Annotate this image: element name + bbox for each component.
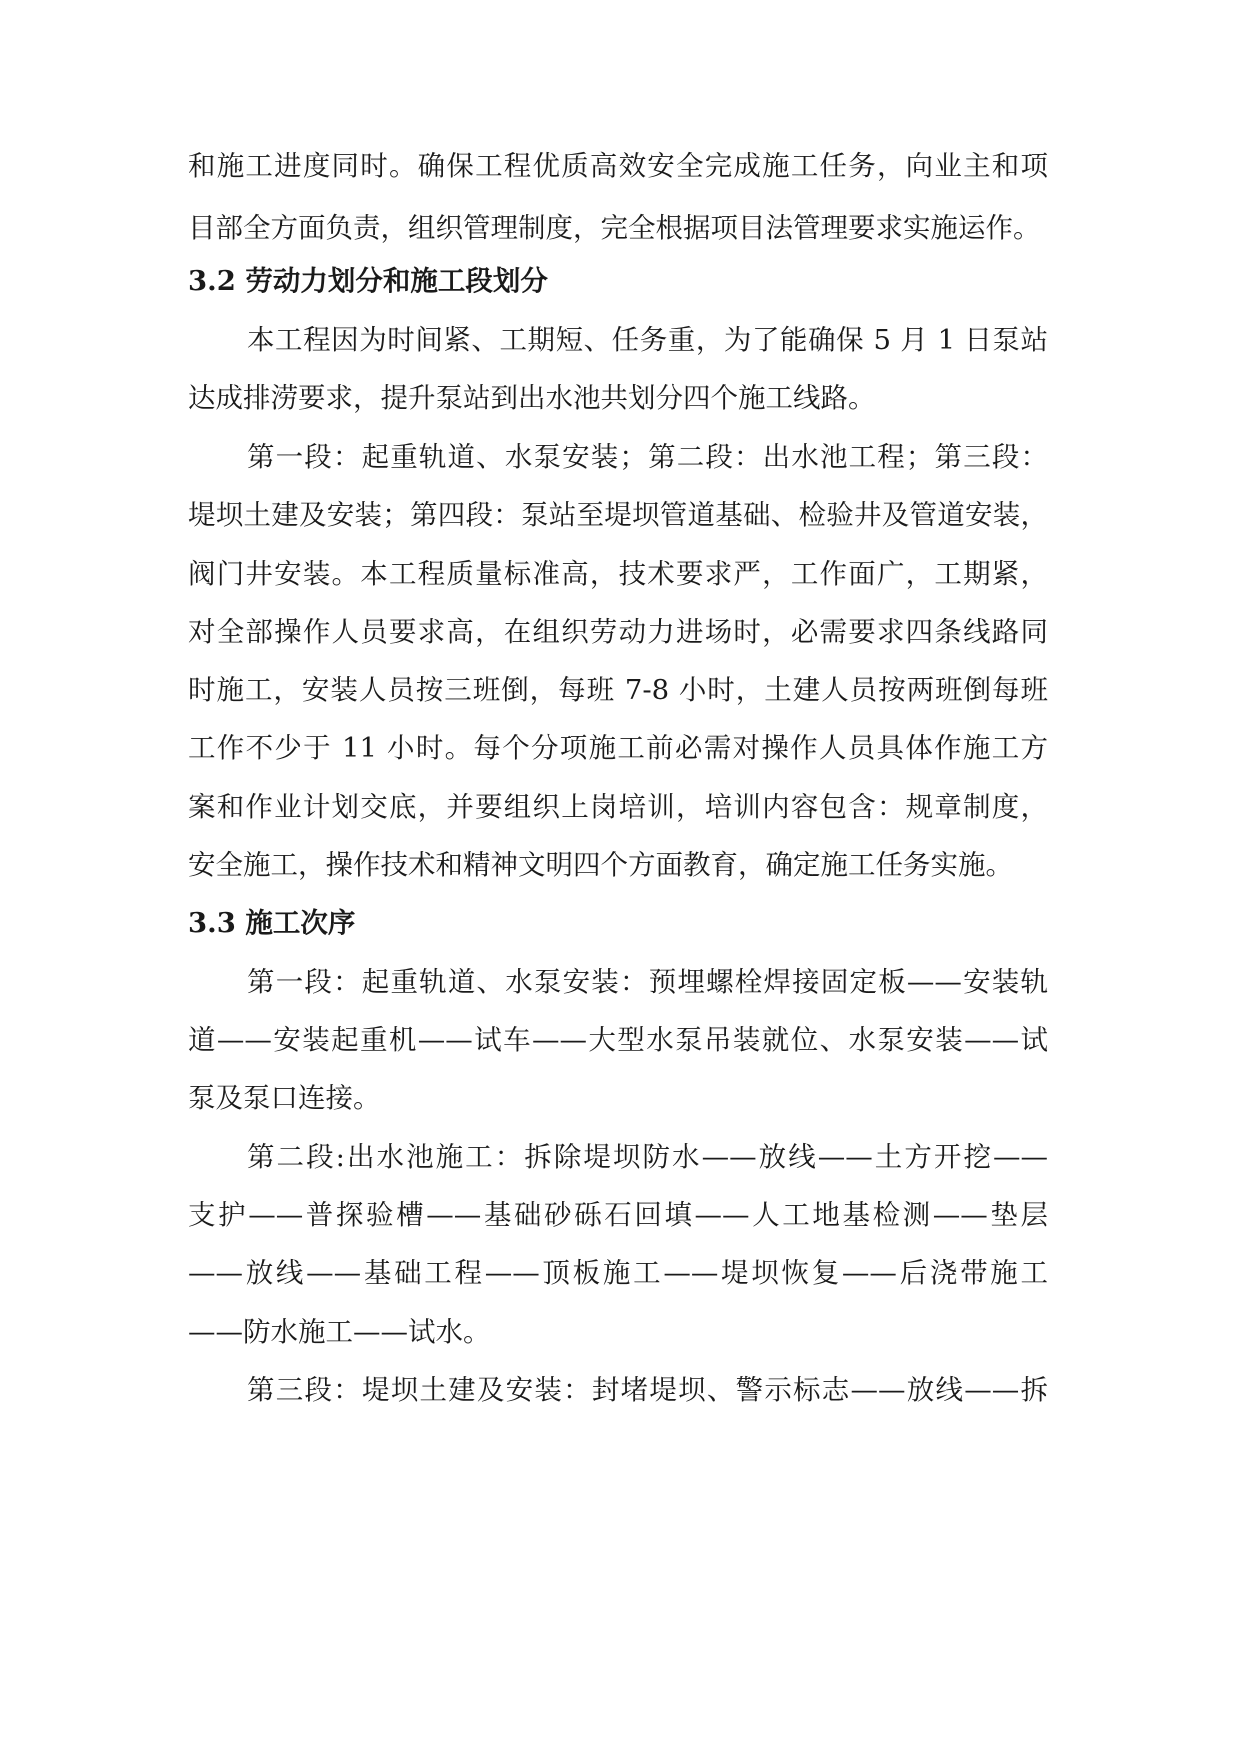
- paragraph-line: 泵及泵口连接。: [188, 1082, 381, 1114]
- paragraph-line: 道——安装起重机——试车——大型水泵吊装就位、水泵安装——试: [188, 1024, 1048, 1056]
- paragraph-line: 和施工进度同时。确保工程优质高效安全完成施工任务，向业主和项: [188, 150, 1048, 182]
- paragraph-line: 对全部操作人员要求高，在组织劳动力进场时，必需要求四条线路同: [188, 616, 1048, 648]
- paragraph-line: ——防水施工——试水。: [188, 1316, 491, 1348]
- paragraph-line: ——放线——基础工程——顶板施工——堤坝恢复——后浇带施工: [188, 1257, 1048, 1289]
- paragraph-line: 本工程因为时间紧、工期短、任务重，为了能确保 5 月 1 日泵站: [247, 324, 1048, 356]
- section-heading-3-2: 3.2 劳动力划分和施工段划分: [188, 265, 548, 297]
- paragraph-line: 支护——普探验槽——基础砂砾石回填——人工地基检测——垫层: [188, 1199, 1048, 1231]
- paragraph-line: 第二段:出水池施工：拆除堤坝防水——放线——土方开挖——: [247, 1141, 1048, 1173]
- paragraph-line: 第一段：起重轨道、水泵安装：预埋螺栓焊接固定板——安装轨: [247, 966, 1048, 998]
- paragraph-line: 案和作业计划交底，并要组织上岗培训，培训内容包含：规章制度，: [188, 791, 1048, 823]
- section-heading-3-3: 3.3 施工次序: [188, 907, 356, 939]
- paragraph-line: 安全施工，操作技术和精神文明四个方面教育，确定施工任务实施。: [188, 849, 1013, 881]
- paragraph-line: 阀门井安装。本工程质量标准高，技术要求严，工作面广，工期紧，: [188, 558, 1048, 590]
- paragraph-line: 达成排涝要求，提升泵站到出水池共划分四个施工线路。: [188, 382, 876, 414]
- paragraph-line: 时施工，安装人员按三班倒，每班 7-8 小时，土建人员按两班倒每班: [188, 674, 1048, 706]
- paragraph-line: 堤坝土建及安装；第四段：泵站至堤坝管道基础、检验井及管道安装，: [188, 499, 1048, 531]
- paragraph-line: 第三段：堤坝土建及安装：封堵堤坝、警示标志——放线——拆: [247, 1374, 1048, 1406]
- paragraph-line: 工作不少于 11 小时。每个分项施工前必需对操作人员具体作施工方: [188, 732, 1048, 764]
- paragraph-line: 目部全方面负责，组织管理制度，完全根据项目法管理要求实施运作。: [188, 212, 1041, 244]
- paragraph-line: 第一段：起重轨道、水泵安装；第二段：出水池工程；第三段：: [247, 441, 1048, 473]
